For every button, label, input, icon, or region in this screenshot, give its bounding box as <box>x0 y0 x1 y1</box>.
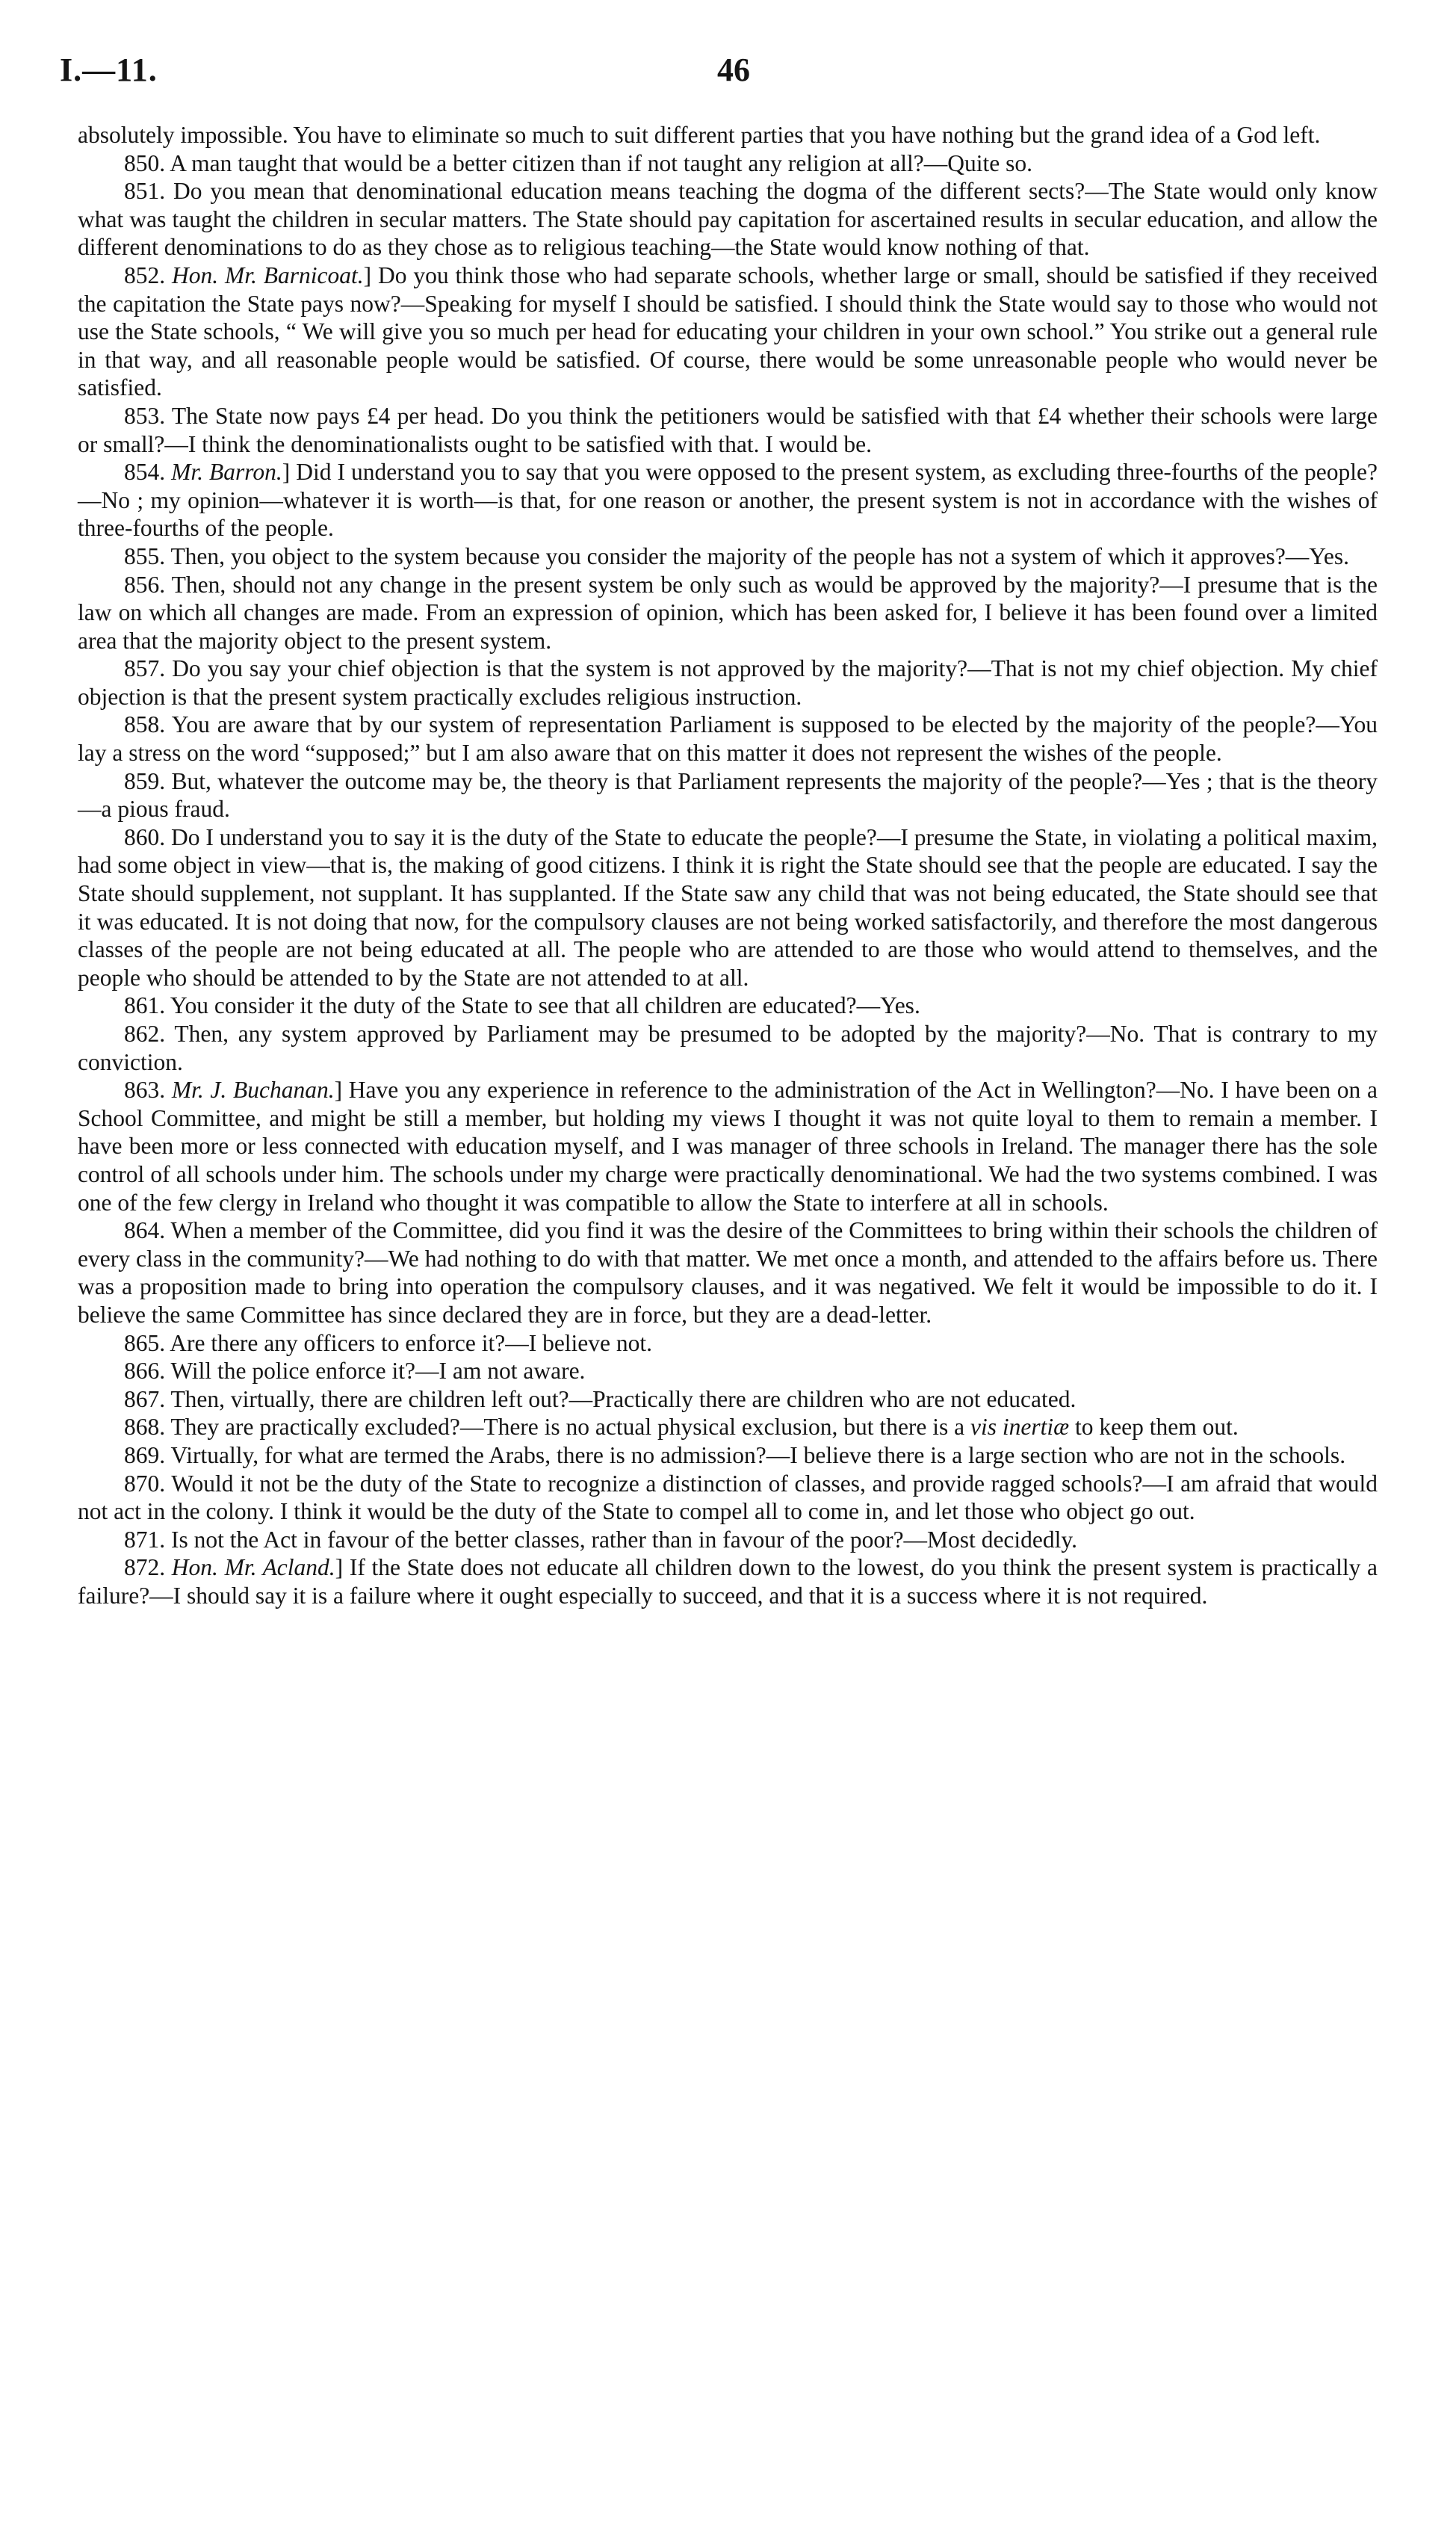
paragraph-869 <box>78 1441 1378 1470</box>
paragraph-868 <box>78 1413 1378 1441</box>
paragraph-851 <box>78 177 1378 262</box>
speaker-name: Mr. J. Buchanan. <box>171 1077 335 1104</box>
paragraph-text: Have you any experience in reference to the administration of the Act in Wellington?—No. I have been on a School Committee, and might be still a member, but holding my views I thought it was not quite loyal to them to remain a member. I have been more or less connected with education myself, and I was manager of three schools in Ireland. The manager there has the sole control of all schools under him. The schools under my charge were practically denominational. We had the two systems combined. I was one of the few clergy in Ireland who thought it was compatible to allow the State to interfere at all in schools. <box>78 1077 1378 1216</box>
paragraph-text: absolutely impossible. You have to eliminate so much to suit different parties that you have nothing but the grand idea of a God left. <box>78 122 1321 148</box>
question-number: 869. <box>124 1441 166 1468</box>
paragraph-continuation <box>78 121 1378 149</box>
question-number: 858. <box>124 711 166 738</box>
paragraph-850 <box>78 149 1378 178</box>
paragraph-853 <box>78 402 1378 458</box>
question-number: 866. <box>124 1358 166 1385</box>
paragraph-text: Is not the Act in favour of the better classes, rather than in favour of the poor?—Most decidedly. <box>171 1526 1077 1553</box>
question-number: 857. <box>124 655 166 682</box>
question-number: 871. <box>124 1526 166 1553</box>
paragraph-text: If the State does not educate all children down to the lowest, do you think the present system is practically a failure?—I should say it is a failure where it ought especially to succeed, and that it is a success where it is not required. <box>78 1554 1378 1609</box>
page-reference: I.—11. <box>60 52 158 88</box>
paragraph-text: You consider it the duty of the State to see that all children are educated?—Yes. <box>170 992 920 1019</box>
paragraph-text: A man taught that would be a better citizen than if not taught any religion at all?—Quite so. <box>170 149 1032 176</box>
paragraph-text: Will the police enforce it?—I am not aware. <box>170 1358 586 1385</box>
paragraph-text: Then, virtually, there are children left out?—Practically there are children who are not educated. <box>170 1385 1076 1412</box>
latin-phrase: vis inertiæ <box>970 1414 1070 1441</box>
paragraph-text: When a member of the Committee, did you find it was the desire of the Committees to bring within their schools the children of every class in the community?—We had nothing to do with that matter. We met once a month, and attended to the affairs before us. There was a proposition made to bring into operation the compulsory clauses, and it was negatived. We felt it would be impossible to do it. I believe the same Committee has since declared they are in force, but they are a dead-letter. <box>78 1217 1378 1328</box>
paragraph-861 <box>78 992 1378 1020</box>
page-header <box>60 51 1397 96</box>
question-number: 872. <box>124 1554 166 1581</box>
paragraph-text: Did I understand you to say that you were opposed to the present system, as excluding three-fourths of the people?—No ; my opinion—whatever it is worth—is that, for one reason or another, the present system is not in accordance with the wishes of three-fourths of the people. <box>78 459 1378 542</box>
paragraph-860 <box>78 823 1378 992</box>
paragraph-text: Do you mean that denominational education means teaching the dogma of the different sects?—The State would only know what was taught the children in secular matters. The State should pay capitation for ascertained results in secular education, and allow the different denominations to do as they chose as to religious teaching—the State would know nothing of that. <box>78 178 1378 261</box>
question-number: 861. <box>124 992 166 1019</box>
question-number: 868. <box>124 1414 166 1441</box>
question-number: 864. <box>124 1217 166 1244</box>
paragraph-865 <box>78 1329 1378 1358</box>
paragraph-866 <box>78 1357 1378 1385</box>
paragraph-text: Then, any system approved by Parliament may be presumed to be adopted by the majority?—No. That is contrary to my conviction. <box>78 1021 1378 1075</box>
question-number: 865. <box>124 1329 166 1356</box>
paragraph-text: They are practically excluded?—There is no actual physical exclusion, but there is a <box>170 1414 965 1441</box>
paragraph-856 <box>78 571 1378 655</box>
paragraph-text: Virtually, for what are termed the Arabs, there is no admission?—I believe there is a large section who are not in the schools. <box>170 1441 1346 1468</box>
document-body <box>78 121 1378 1609</box>
question-number: 870. <box>124 1470 166 1497</box>
paragraph-text: Then, you object to the system because you consider the majority of the people has not a system of which it approves?—Yes. <box>170 542 1350 569</box>
question-number: 853. <box>124 402 166 429</box>
question-number: 859. <box>124 767 166 794</box>
paragraph-863: 863. Mr. J. Buchanan.] Have you any experience in reference to the administration of the Act in Wellington?—No. I have been on a School Committee, and might be still a member, but holding my views I thought it was not quite loyal to them to remain a member. I have been more or less connected with education myself, and I was manager of three schools in Ireland. The manager there has the sole control of all schools under him. The schools under my charge were practically denominational. We had the two systems combined. I was one of the few clergy in Ireland who thought it was compatible to allow the State to interfere at all in schools. <box>78 1077 1378 1216</box>
paragraph-864 <box>78 1216 1378 1329</box>
paragraph-857 <box>78 655 1378 711</box>
question-number: 856. <box>124 571 166 598</box>
paragraph-871 <box>78 1526 1378 1554</box>
question-number: 867. <box>124 1385 166 1412</box>
paragraph-855 <box>78 542 1378 571</box>
paragraph-text: Are there any officers to enforce it?—I believe not. <box>170 1329 653 1356</box>
paragraph-862 <box>78 1020 1378 1076</box>
paragraph-854: 854. Mr. Barron.] Did I understand you to say that you were opposed to the present system, as excluding three-fourths of the people?—No ; my opinion—whatever it is worth—is that, for one reason or another, the present system is not in accordance with the wishes of three-fourths of the people. <box>78 459 1378 542</box>
question-number: 851. <box>124 178 166 205</box>
page-number: 46 <box>717 52 750 88</box>
paragraph-text: The State now pays £4 per head. Do you think the petitioners would be satisfied with that £4 whether their schools were large or small?—I think the denominationalists ought to be satisfied with that. I would be. <box>78 402 1378 457</box>
speaker-name: Mr. Barron. <box>171 459 282 486</box>
paragraph-text: Then, should not any change in the present system be only such as would be approved by the majority?—I presume that is the law on which all changes are made. From an expression of opinion, which has been asked for, I believe it has been found over a limited area that the majority object to the present system. <box>78 571 1378 654</box>
question-number: 854. <box>124 459 166 486</box>
paragraph-text: Do you say your chief objection is that the system is not approved by the majority?—That is not my chief objection. My chief objection is that the present system practically excludes religious instruction. <box>78 655 1378 710</box>
paragraph-872: 872. Hon. Mr. Acland.] If the State does not educate all children down to the lowest, do you think the present system is practically a failure?—I should say it is a failure where it ought especially to succeed, and that it is a success where it is not required. <box>78 1554 1378 1609</box>
question-number: 862. <box>124 1021 166 1047</box>
question-number: 850. <box>124 149 166 176</box>
paragraph-text: Do you think those who had separate schools, whether large or small, should be satisfied if they received the capitation the State pays now?—Speaking for myself I should be satisfied. I should think the State would say to those who would not use the State schools, “ We will give you so much per head for educating your children in your own school.” You strike out a general rule in that way, and all reasonable people would be satisfied. Of course, there would be some unreasonable people who would never be satisfied. <box>78 262 1378 401</box>
paragraph-859 <box>78 767 1378 823</box>
paragraph-858 <box>78 711 1378 767</box>
question-number: 852. <box>124 262 166 288</box>
question-number: 860. <box>124 823 166 850</box>
paragraph-text: Would it not be the duty of the State to recognize a distinction of classes, and provide ragged schools?—I am afraid that would not act in the colony. I think it would be the duty of the State to compel all to come in, and let those who object go out. <box>78 1470 1378 1525</box>
paragraph-text: Do I understand you to say it is the duty of the State to educate the people?—I presume the State, in violating a political maxim, had some object in view—that is, the making of good citizens. I think it is right the State should see that the people are educated. I say the State should supplement, not supplant. It has supplanted. If the State saw any child that was not being educated, the State should see that it was educated. It is not doing that now, for the compulsory clauses are not being worked satisfactorily, and therefore the most dangerous classes of the people are not being educated at all. The people who are attended to are those who would attend to themselves, and the people who should be attended to by the State are not attended to at all. <box>78 823 1378 991</box>
paragraph-870 <box>78 1470 1378 1526</box>
paragraph-text: But, whatever the outcome may be, the theory is that Parliament represents the majority of the people?—Yes ; that is the theory—a pious fraud. <box>78 767 1378 823</box>
paragraph-text-end: to keep them out. <box>1075 1414 1239 1441</box>
question-number: 855. <box>124 542 166 569</box>
speaker-name: Hon. Mr. Barnicoat. <box>172 262 364 288</box>
paragraph-852: 852. Hon. Mr. Barnicoat.] Do you think those who had separate schools, whether large or small, should be satisfied if they received the capitation the State pays now?—Speaking for myself I should be satisfied. I should think the State would say to those who would not use the State schools, “ We will give you so much per head for educating your children in your own school.” You strike out a general rule in that way, and all reasonable people would be satisfied. Of course, there would be some unreasonable people who would never be satisfied. <box>78 262 1378 401</box>
paragraph-867 <box>78 1385 1378 1414</box>
paragraph-text: You are aware that by our system of representation Parliament is supposed to be elected by the majority of the people?—You lay a stress on the word “supposed;” but I am also aware that on this matter it does not represent the wishes of the people. <box>78 711 1378 767</box>
speaker-name: Hon. Mr. Acland. <box>171 1554 335 1581</box>
question-number: 863. <box>124 1077 166 1104</box>
